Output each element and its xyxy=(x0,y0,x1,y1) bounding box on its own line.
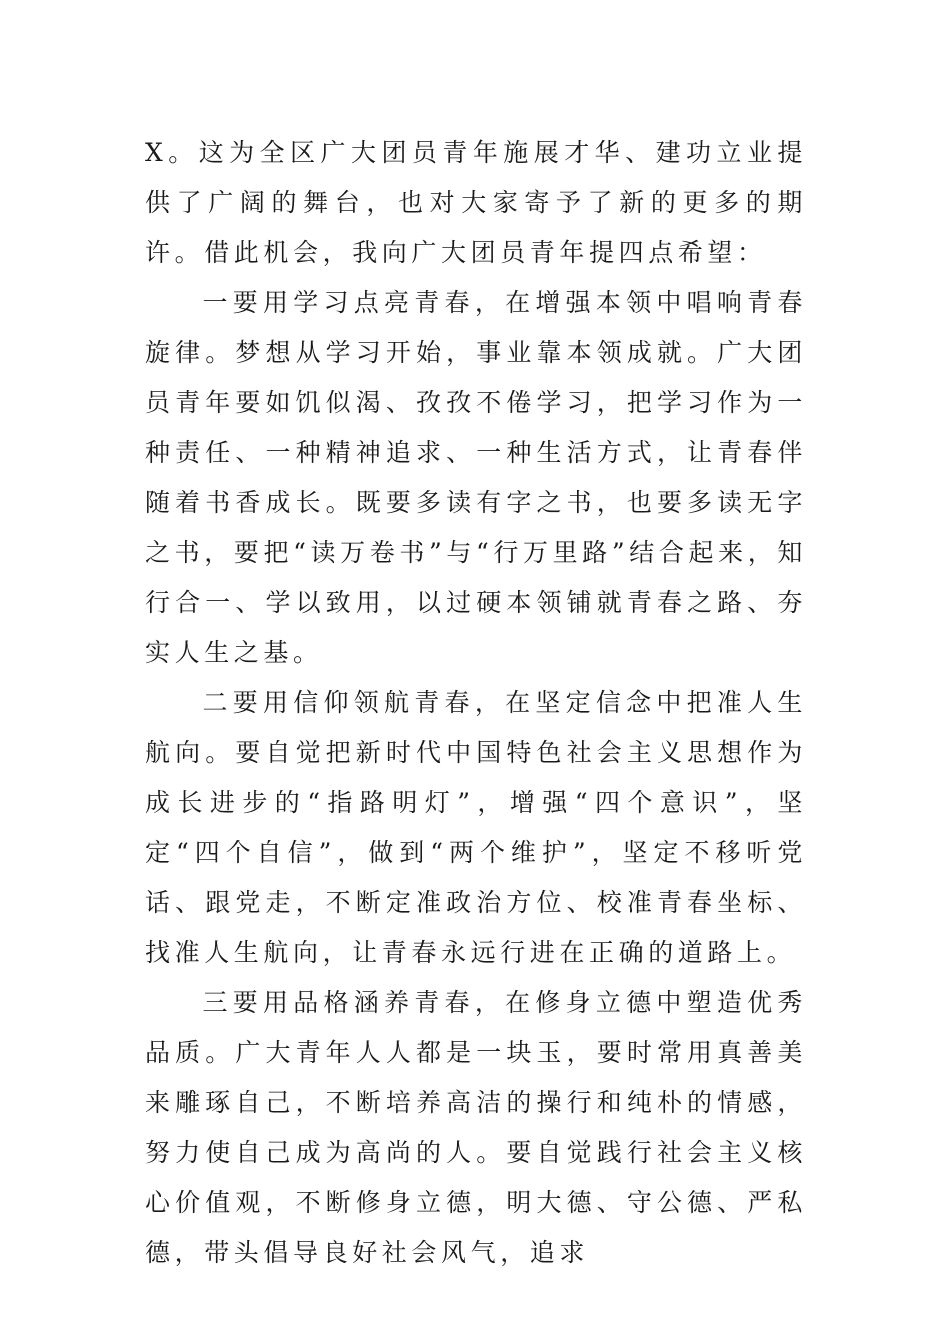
paragraph-hope-one-study: 一要用学习点亮青春，在增强本领中唱响青春旋律。梦想从学习开始，事业靠本领成就。广大团员青年要如饥似渴、孜孜不倦学习，把学习作为一种责任、一种精神追求、一种生活方式，让青春伴随着书香成长。既要多读有字之书，也要多读无字之书，要把“读万卷书”与“行万里路”结合起来，知行合一、学以致用，以过硬本领铺就青春之路、夯实人生之基。 xyxy=(145,288,807,667)
paragraph-hope-three-character: 三要用品格涵养青春，在修身立德中塑造优秀品质。广大青年人人都是一块玉，要时常用真善美来雕琢自己，不断培养高洁的操行和纯朴的情感，努力使自己成为高尚的人。要自觉践行社会主义核心价值观，不断修身立德，明大德、守公德、严私德，带头倡导良好社会风气，追求 xyxy=(145,988,807,1267)
paragraph-hope-two-belief: 二要用信仰领航青春，在坚定信念中把准人生航向。要自觉把新时代中国特色社会主义思想作为成长进步的“指路明灯”，增强“四个意识”，坚定“四个自信”，做到“两个维护”，坚定不移听党话、跟党走，不断定准政治方位、校准青春坐标、找准人生航向，让青春永远行进在正确的道路上。 xyxy=(145,688,807,967)
document-body xyxy=(145,128,807,1278)
paragraph-continuation: X。这为全区广大团员青年施展才华、建功立业提供了广阔的舞台，也对大家寄予了新的更多的期许。借此机会，我向广大团员青年提四点希望： xyxy=(145,138,807,267)
